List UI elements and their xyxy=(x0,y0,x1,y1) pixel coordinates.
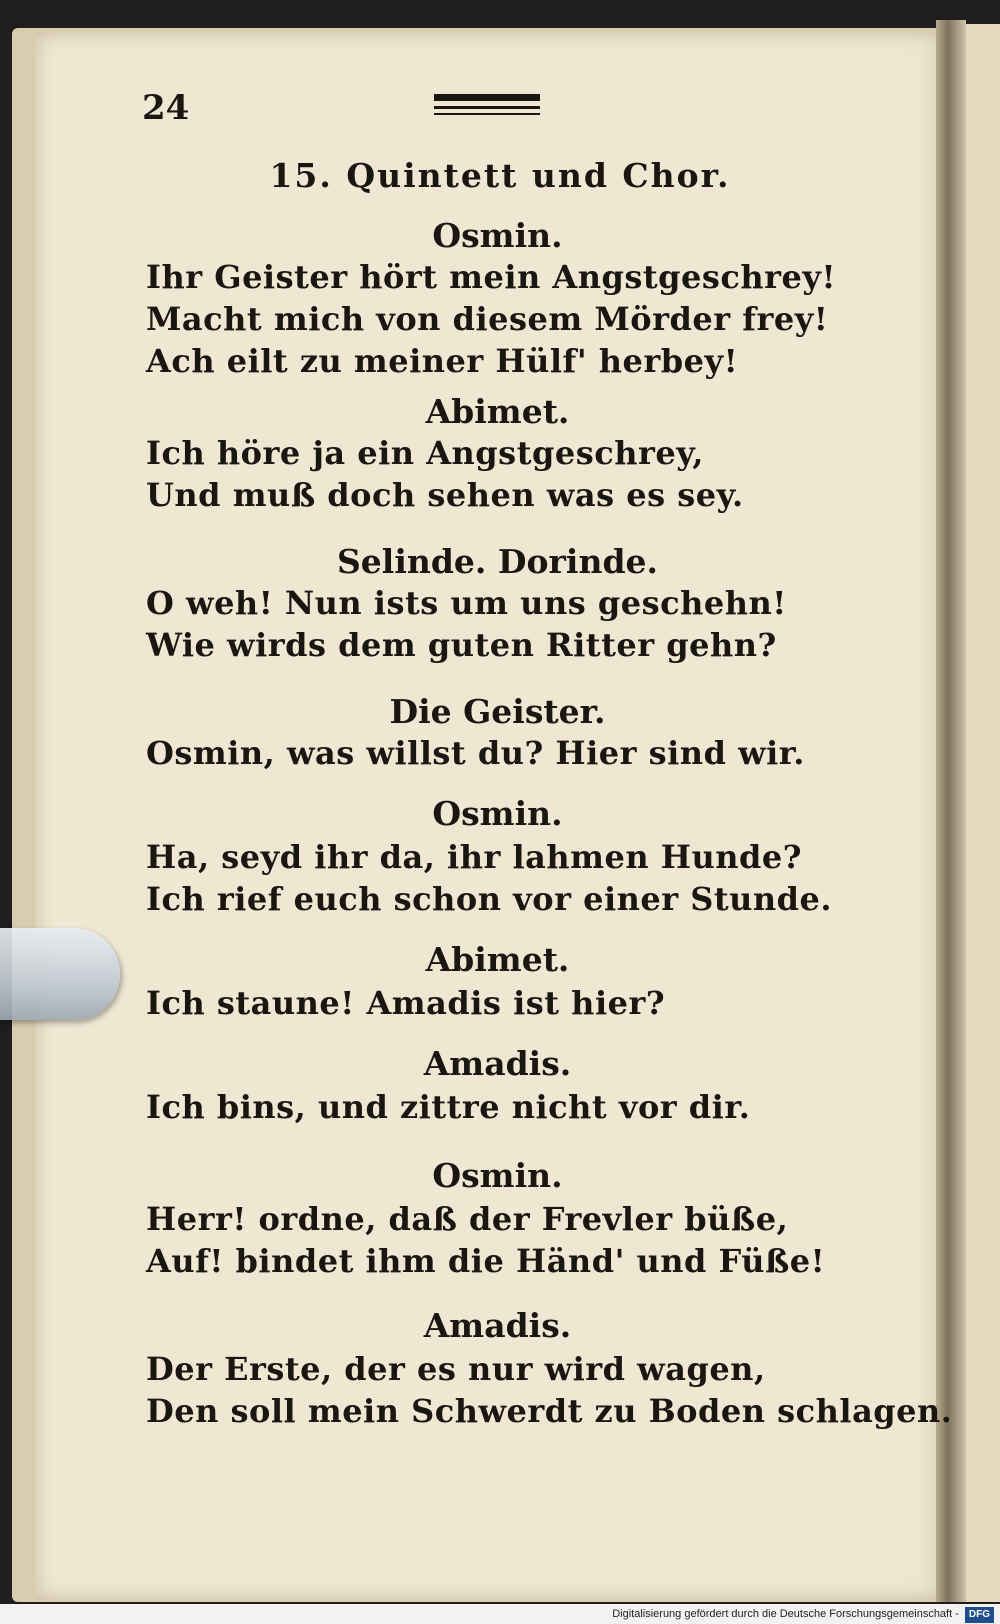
speaker-name: Osmin. xyxy=(432,1156,563,1195)
verse-line: Macht mich von diesem Mörder frey! xyxy=(146,300,829,338)
verse-line: Ha, seyd ihr da, ihr lahmen Hunde? xyxy=(146,838,802,876)
digitization-footer xyxy=(0,1604,1000,1624)
dfg-logo: DFG xyxy=(965,1607,994,1623)
verse-line: Den soll mein Schwerdt zu Boden schlagen. xyxy=(146,1392,953,1430)
page-clip xyxy=(0,928,120,1020)
book-gutter xyxy=(936,20,966,1602)
verse-line: Wie wirds dem guten Ritter gehn? xyxy=(146,626,777,664)
speaker-name: Selinde. Dorinde. xyxy=(336,542,659,581)
header-rule xyxy=(434,106,540,109)
facing-page-edge xyxy=(965,24,1000,1602)
speaker-name: Abimet. xyxy=(425,940,570,979)
speaker-name: Amadis. xyxy=(423,1044,572,1083)
verse-line: Ich bins, und zittre nicht vor dir. xyxy=(146,1088,751,1126)
verse-line: Ich rief euch schon vor einer Stunde. xyxy=(146,880,833,918)
verse-line: Osmin, was willst du? Hier sind wir. xyxy=(146,734,805,772)
verse-line: Und muß doch sehen was es sey. xyxy=(146,476,744,514)
speaker-name: Die Geister. xyxy=(389,692,606,731)
footer-credit: Digitalisierung gefördert durch die Deutsche Forschungsgemeinschaft - xyxy=(612,1608,959,1620)
header-rule xyxy=(434,94,540,101)
header-rule xyxy=(434,113,540,115)
section-heading: 15. Quintett und Chor. xyxy=(269,156,731,195)
verse-line: O weh! Nun ists um uns geschehn! xyxy=(146,584,787,622)
verse-line: Der Erste, der es nur wird wagen, xyxy=(146,1350,766,1388)
speaker-name: Osmin. xyxy=(432,216,563,255)
verse-line: Ich staune! Amadis ist hier? xyxy=(146,984,666,1022)
speaker-name: Osmin. xyxy=(432,794,563,833)
verse-line: Ich höre ja ein Angstgeschrey, xyxy=(146,434,704,472)
speaker-name: Amadis. xyxy=(423,1306,572,1345)
speaker-name: Abimet. xyxy=(425,392,570,431)
verse-line: Herr! ordne, daß der Frevler büße, xyxy=(146,1200,789,1238)
page-number: 24 xyxy=(142,88,190,128)
verse-line: Ach eilt zu meiner Hülf' herbey! xyxy=(146,342,739,380)
verse-line: Auf! bindet ihm die Händ' und Füße! xyxy=(146,1242,826,1280)
verse-line: Ihr Geister hört mein Angstgeschrey! xyxy=(146,258,837,296)
